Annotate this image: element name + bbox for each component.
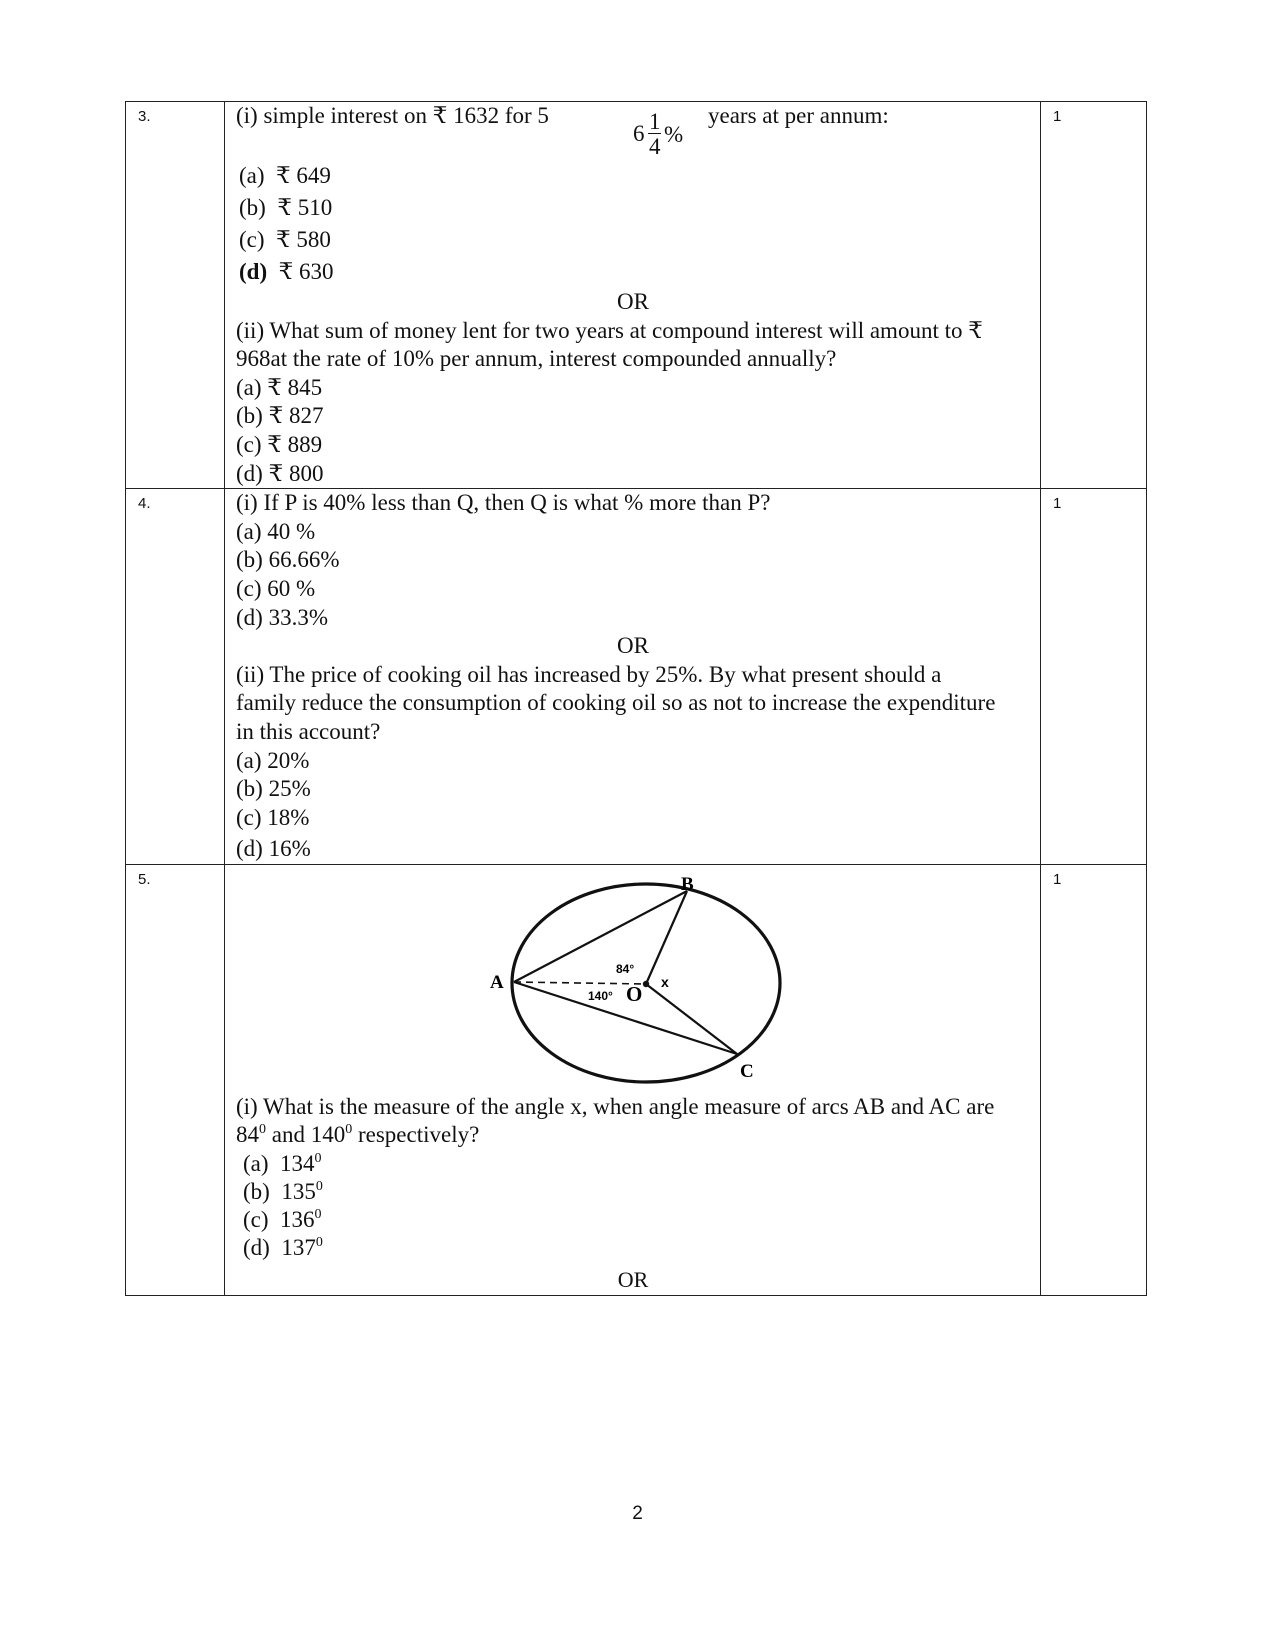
marks: 1 [1041,489,1147,865]
option: (a) 40 % [236,518,316,544]
option-label: (d) [243,1235,270,1261]
question-line: (ii) The price of cooking oil has increased by 25%. By what present should a [236,661,942,687]
label-b: B [681,873,694,895]
option: (b) 25% [236,776,311,802]
option [243,1234,1030,1262]
option-label: (b) [239,195,266,220]
question-line: in this account? [236,718,381,744]
question-line [236,1121,1030,1150]
circle-diagram [490,873,814,1093]
degree-sup: 0 [345,1122,353,1138]
option-value: 134 [280,1151,315,1177]
fraction-numerator: 1 [649,109,661,134]
option: (d) ₹ 800 [236,460,324,486]
center-point [643,981,649,987]
marks: 1 [1041,102,1147,489]
arc-value: 84 [236,1122,259,1148]
question-line: family reduce the consumption of cooking oil so as not to increase the expenditure [236,690,996,716]
option-list [236,747,1030,864]
question-line: (i) What is the measure of the angle x, when angle measure of arcs AB and AC are [236,1093,995,1119]
degree-sup: 0 [314,1151,322,1167]
q3-part2-question [236,317,1030,374]
option: (d) 33.3% [236,604,328,630]
option-value: 136 [280,1207,315,1233]
option [243,1206,1030,1234]
radius-oc [646,984,737,1054]
page-number: 2 [632,1503,643,1524]
label-c: C [740,1060,754,1082]
option-value: 137 [281,1235,316,1261]
option-list [236,518,1030,632]
option [239,256,1030,288]
fraction-whole: 6 [633,121,645,146]
option [243,1178,1030,1206]
option: (a) ₹ 845 [236,374,323,400]
question-body [225,864,1041,1295]
degree-sup: 0 [259,1122,266,1138]
marks: 1 [1041,864,1147,1295]
option-value: 135 [281,1179,316,1205]
option: (c) ₹ 889 [236,431,323,457]
angle-140: 140° [588,988,613,1003]
or-separator: OR [617,1267,649,1293]
option: (d) 16% [236,836,311,862]
angle-84: 84° [616,961,635,976]
label-a: A [490,971,504,993]
question-row-4 [126,489,1147,865]
arc-value: 140 [310,1122,346,1148]
question-row-3 [126,102,1147,489]
or-separator: OR [617,633,649,659]
option-list [236,160,1030,288]
fraction-denominator: 4 [649,134,661,159]
option: (a) 20% [236,747,310,773]
q4-part2-question [236,661,1030,747]
radius-ob [646,891,687,984]
q3-question-text: (i) simple interest on ₹ 1632 for 5 [236,103,549,128]
option-label-bold: (d) [239,259,268,284]
option-text: ₹ 649 [276,163,331,188]
option-label: (b) [243,1179,270,1205]
text: and [266,1122,311,1148]
option-list [236,1150,1030,1262]
circle-figure [236,865,1030,1093]
question-body [225,102,1041,489]
label-o: O [626,981,643,1006]
text: respectively? [352,1122,480,1148]
degree-sup: 0 [314,1207,322,1223]
label-x: x [661,973,669,990]
question-line: 968at the rate of 10% per annum, interest compounded annually? [236,346,837,372]
option: (c) 60 % [236,575,316,601]
option-label: (c) [239,227,265,252]
degree-sup: 0 [315,1235,323,1251]
option: (c) 18% [236,804,310,830]
option-label: (a) [243,1151,269,1177]
option-label: (c) [243,1207,269,1233]
question-number: 5. [126,864,225,1295]
q5-question [236,1093,1030,1150]
chord-ab [514,891,687,982]
option [239,192,1030,224]
question-line: (i) If P is 40% less than Q, then Q is what % more than P? [236,490,771,516]
question-line: (ii) What sum of money lent for two years at compound interest will amount to ₹ [236,317,983,343]
option-text: ₹ 510 [277,195,333,220]
or-separator: OR [617,289,649,314]
option-text: ₹ 580 [276,227,331,252]
question-row-5 [126,864,1147,1295]
option-text: ₹ 630 [278,259,334,284]
question-body [225,489,1041,865]
option-list [236,374,1030,488]
option [239,160,1030,192]
question-table [125,101,1147,1296]
option: (b) ₹ 827 [236,403,324,429]
option-label: (a) [239,163,265,188]
question-number: 3. [126,102,225,489]
fraction-percent: % [664,122,684,147]
q3-question-text-end: years at per annum: [708,103,889,128]
degree-sup: 0 [315,1179,323,1195]
q3-part1-question [236,102,1030,160]
question-number: 4. [126,489,225,865]
option [243,1150,1030,1178]
option [239,224,1030,256]
option: (b) 66.66% [236,547,340,573]
